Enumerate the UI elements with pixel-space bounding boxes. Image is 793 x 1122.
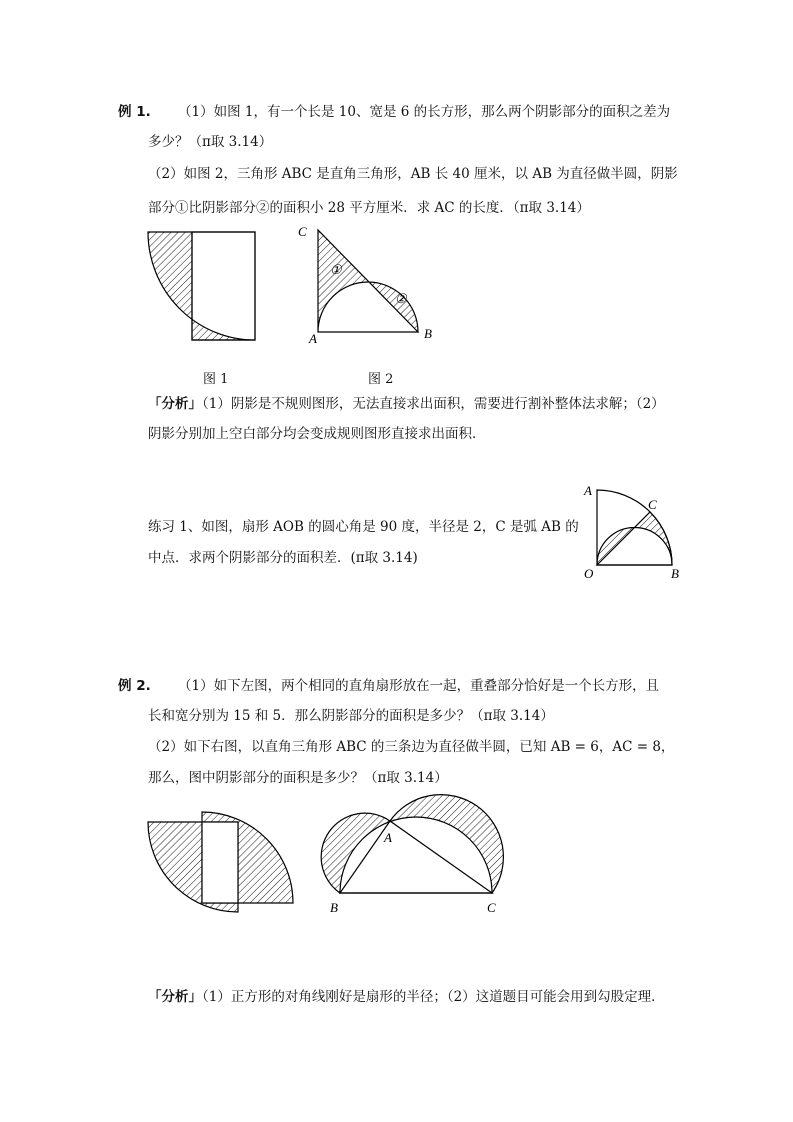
practice-figure	[583, 483, 679, 581]
example-2-text: （1）如下左图，两个相同的直角扇形放在一起，重叠部分恰好是一个长方形，且	[178, 678, 660, 694]
example-2-text: 那么，图中阴影部分的面积是多少？（π取 3.14）	[148, 770, 448, 786]
point-a-label: A	[309, 331, 317, 346]
point-b-label: B	[330, 900, 338, 915]
analysis-text: （1）正方形的对角线刚好是扇形的半径；（2）这道题目可能会用到勾股定理．	[202, 989, 665, 1005]
example-1-label: 例 1.	[118, 104, 151, 120]
example-1-text: 多少？（π取 3.14）	[148, 134, 273, 150]
example-2-label: 例 2.	[118, 678, 151, 694]
example-2-left-figure	[148, 812, 293, 912]
example-2-text: 长和宽分别为 15 和 5．那么阴影部分的面积是多少？（π取 3.14）	[148, 708, 554, 724]
point-c-label: C	[648, 497, 657, 512]
point-c-label: C	[487, 900, 496, 915]
figure-1	[148, 232, 255, 340]
example-2-right-figure	[321, 795, 503, 915]
point-o-label: O	[584, 566, 594, 581]
example-1-text: （2）如图 2，三角形 ABC 是直角三角形，AB 长 40 厘米，以 AB 为直径做半圆，阴影	[148, 166, 678, 182]
point-a-label: A	[384, 830, 392, 845]
figure-2-caption: 图 2	[368, 372, 394, 387]
point-c-label: C	[298, 224, 307, 239]
analysis-text: 阴影分别加上空白部分均会变成规则图形直接求出面积．	[148, 426, 486, 442]
point-b-label: B	[424, 326, 432, 341]
figure-2	[298, 224, 432, 346]
shaded-2-label: ②	[395, 291, 407, 306]
example-1-text: （1）如图 1，有一个长是 10、宽是 6 的长方形，那么两个阴影部分的面积之差为	[178, 104, 671, 120]
analysis-label: 「分析」	[148, 989, 202, 1005]
example-1-text: 部分①比阴影部分②的面积小 28 平方厘米．求 AC 的长度．（π取 3.14）	[148, 200, 590, 216]
figure-1-caption: 图 1	[203, 372, 229, 387]
point-b-label: B	[671, 566, 679, 581]
example-2-text: （2）如下右图，以直角三角形 ABC 的三条边为直径做半圆，已知 AB = 6，AC = 8，	[148, 739, 675, 755]
analysis-label: 「分析」	[148, 396, 202, 412]
analysis-text: （1）阴影是不规则图形，无法直接求出面积，需要进行割补整体法求解；（2）	[202, 396, 665, 412]
point-a-label: A	[584, 483, 592, 498]
practice-1-text: 练习 1、如图，扇形 AOB 的圆心角是 90 度，半径是 2，C 是弧 AB 的	[148, 519, 579, 535]
shaded-1-label: ①	[330, 262, 342, 277]
practice-1-text: 中点．求两个阴影部分的面积差．(π取 3.14)	[148, 550, 418, 566]
